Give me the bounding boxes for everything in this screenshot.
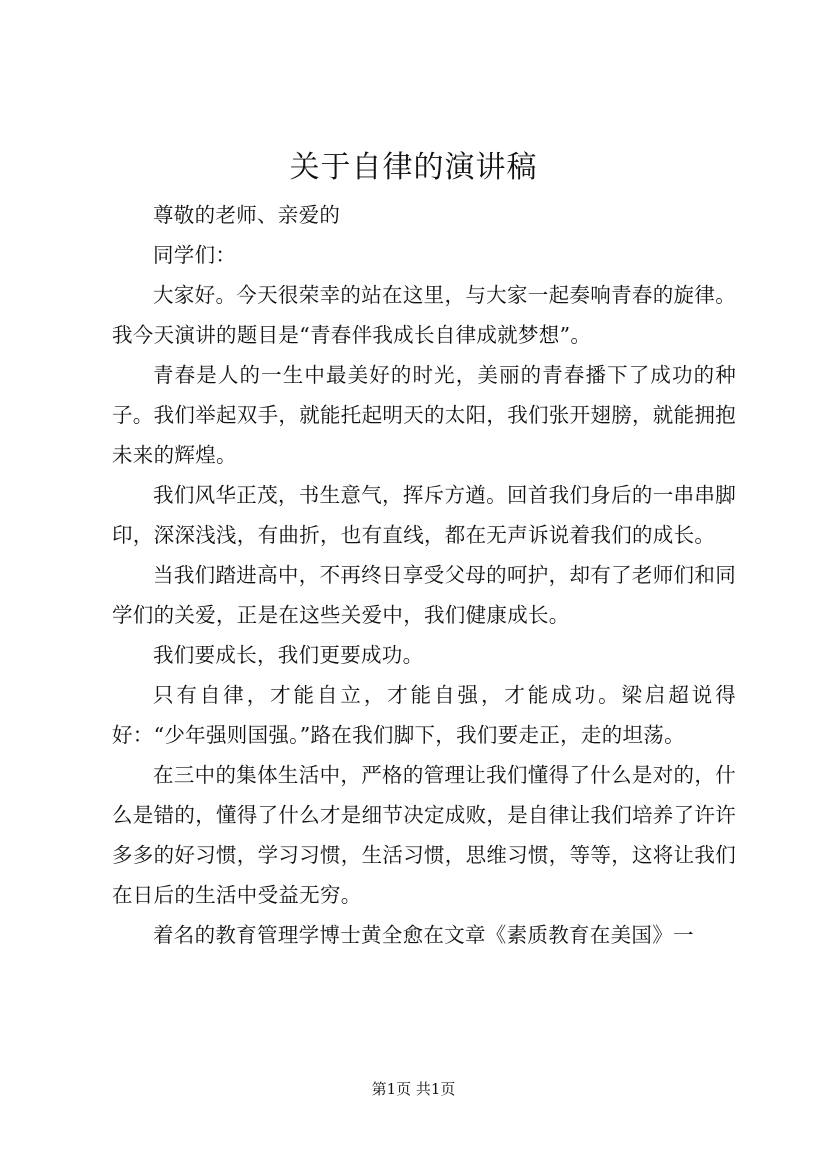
paragraph: 青春是人的一生中最美好的时光，美丽的青春播下了成功的种子。我们举起双手，就能托起明天的太阳，我们张开翅膀，就能拥抱未来的辉煌。 — [112, 363, 736, 467]
paragraph: 同学们： — [153, 243, 237, 267]
paragraph: 大家好。今天很荣幸的站在这里，与大家一起奏响青春的旋律。我今天演讲的题目是“青春伴我成长自律成就梦想”。 — [112, 283, 736, 347]
paragraph: 着名的教育管理学博士黄全愈在文章《素质教育在美国》一 — [153, 923, 694, 947]
paragraph: 我们要成长，我们更要成功。 — [153, 643, 424, 667]
paragraph: 我们风华正茂，书生意气，挥斥方遒。回首我们身后的一串串脚印，深深浅浅，有曲折，也有直线，都在无声诉说着我们的成长。 — [112, 483, 736, 547]
paragraph: 当我们踏进高中，不再终日享受父母的呵护，却有了老师们和同学们的关爱，正是在这些关爱中，我们健康成长。 — [112, 563, 736, 627]
paragraph: 只有自律，才能自立，才能自强，才能成功。梁启超说得好：“少年强则国强。”路在我们脚下，我们要走正，走的坦荡。 — [112, 683, 736, 747]
page-footer: 第1页 共1页 — [371, 1080, 456, 1098]
document-title: 关于自律的演讲稿 — [289, 150, 538, 185]
document-body — [112, 195, 736, 955]
paragraph: 在三中的集体生活中，严格的管理让我们懂得了什么是对的，什么是错的，懂得了什么才是细节决定成败，是自律让我们培养了许许多多的好习惯，学习习惯，生活习惯，思维习惯，等等，这将让我们在日后的生活中受益无穷。 — [112, 763, 736, 907]
paragraph: 尊敬的老师、亲爱的 — [153, 203, 341, 227]
